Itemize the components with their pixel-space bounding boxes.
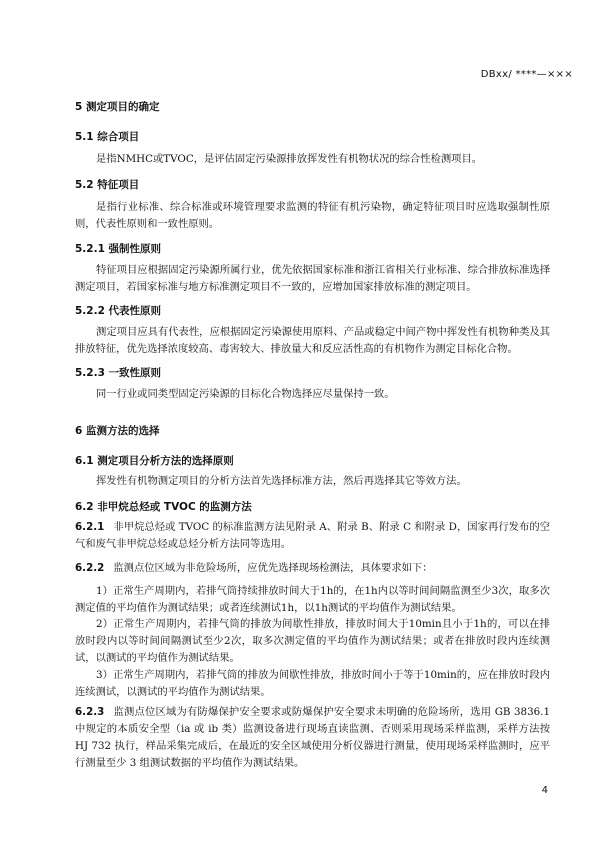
- section-5-2-1-title: 5.2.1 强制性原则: [75, 243, 162, 255]
- section-5-2-title: 5.2 特征项目: [75, 179, 140, 191]
- section-6-1-text: 挥发性有机物测定项目的分析方法首先选择标准方法，然后再选择其它等效方法。: [96, 475, 467, 487]
- section-5-2-2-text: 测定项目应具有代表性，应根据固定污染源使用原料、产品或稳定中间产物中挥发性有机物种类及其排放特征，优先选择浓度较高、毒害较大、排放量大和反应活性高的有机物作为测定目标化合物。: [75, 326, 550, 355]
- section-5-title: 5 测定项目的确定: [75, 101, 160, 113]
- section-6-2-2-item-2: 2）正常生产周期内，若排气筒的排放为间歇性排放，排放时间大于10min且小于1h的，可以在排放时段内以等时间间隔测试至少2次，取多次测定值的平均值作为测试结果；或者在排放时段内连续测试，以测试的平均值作为测试结果。: [75, 618, 550, 664]
- section-6-2-3-number: 6.2.3: [75, 706, 105, 718]
- section-5-2-3-text: 同一行业或同类型固定污染源的目标化合物选择应尽量保持一致。: [96, 388, 395, 400]
- section-6-2-2-number: 6.2.2: [75, 562, 105, 574]
- section-5-1-text: 是指NMHC或TVOC，是评估固定污染源排放挥发性有机物状况的综合性检测项目。: [96, 153, 483, 165]
- section-5-2-text: 是指行业标准、综合标准或环境管理要求监测的特征有机污染物，确定特征项目时应选取强制性原则，代表性原则和一致性原则。: [75, 201, 550, 230]
- section-6-2-2-item-1: 1）正常生产周期内，若排气筒持续排放时间大于1h的，在1h内以等时间间隔监测至少3次，取多次测定值的平均值作为测试结果；或者连续测试1h，以1h测试的平均值作为测试结果。: [75, 585, 550, 614]
- section-6-2-1-number: 6.2.1: [75, 521, 105, 533]
- section-6-2-1: [75, 519, 550, 553]
- section-6-2-title: 6.2 非甲烷总烃或 TVOC 的监测方法: [75, 501, 252, 513]
- section-6-title: 6 监测方法的选择: [75, 425, 160, 437]
- section-6-2-2-text: 监测点位区域为非危险场所，应优先选择现场检测法，具体要求如下：: [113, 562, 433, 574]
- section-5-1-title: 5.1 综合项目: [75, 131, 140, 143]
- section-5-2-2-title: 5.2.2 代表性原则: [75, 305, 162, 317]
- section-5-2-3-title: 5.2.3 一致性原则: [75, 367, 162, 379]
- section-6-2-2-item-3: 3）正常生产周期内，若排气筒的排放为间歇性排放，排放时间小于等于10min的，应在排放时段内连续测试，以测试的平均值作为测试结果。: [75, 669, 550, 698]
- document-id: DBxx/ ****—×××: [480, 69, 573, 80]
- section-6-2-2: [75, 560, 550, 577]
- section-6-2-3: [75, 704, 550, 772]
- section-6-1-title: 6.1 测定项目分析方法的选择原则: [75, 455, 234, 467]
- section-6-2-3-text: 监测点位区域为有防爆保护安全要求或防爆保护安全要求未明确的危险场所，选用 GB 3836.1 中规定的本质安全型（ia 或 ib 类）监测设备进行现场直读监测、否则采用现场采样监测，采样方法按 HJ 732 执行，样品采集完成后，在最近的安全区域使用分析仪器进行测量，使用现场采样监测时，应平行测量至少 3 组测试数据的平均值作为测试结果。: [75, 706, 550, 769]
- section-6-2-1-text: 非甲烷总烃或 TVOC 的标准监测方法见附录 A、附录 B、附录 C 和附录 D，国家再行发布的空气和废气非甲烷总烃或总烃分析方法同等选用。: [75, 521, 550, 550]
- page-number: 4: [541, 785, 548, 796]
- section-5-2-1-text: 特征项目应根据固定污染源所属行业，优先依据国家标准和浙江省相关行业标准、综合排放标准选择测定项目，若国家标准与地方标准测定项目不一致的，应增加国家排放标准的测定项目。: [75, 264, 550, 293]
